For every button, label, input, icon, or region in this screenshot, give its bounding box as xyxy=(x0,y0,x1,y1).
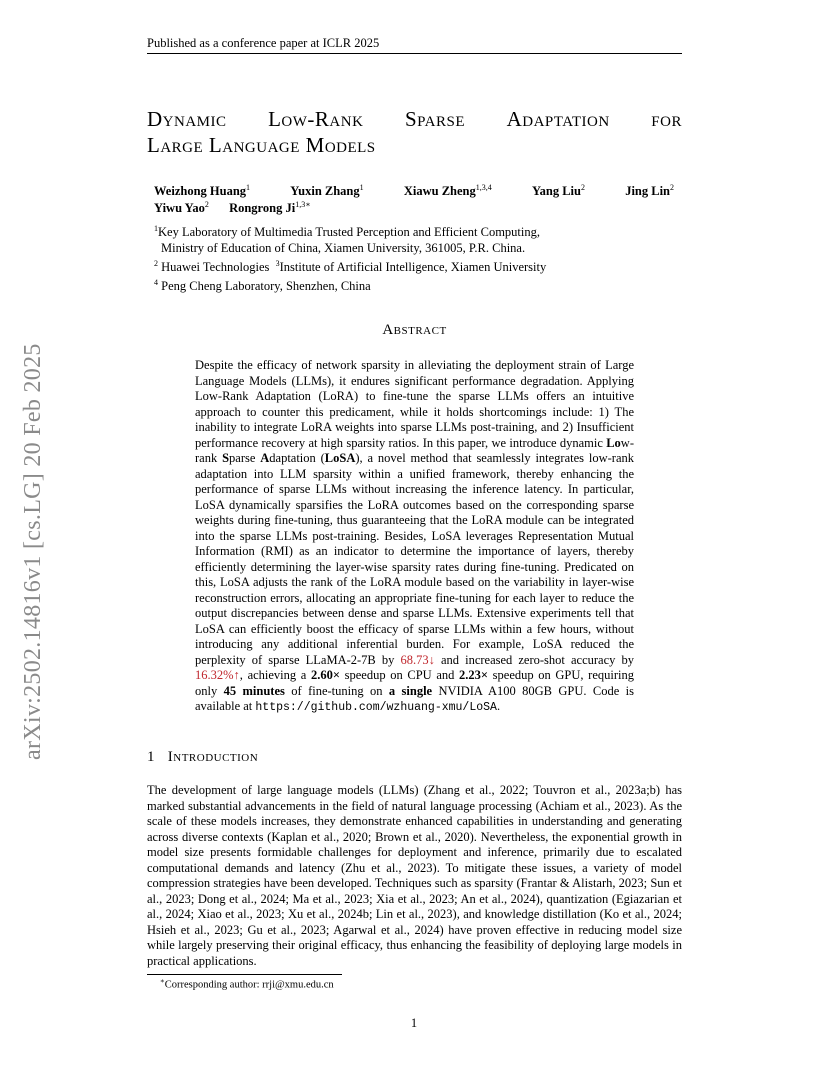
author-line-1 xyxy=(154,183,674,199)
title-word: Dynamic xyxy=(147,107,227,131)
paper-title xyxy=(147,106,682,158)
title-line-2: Large Language Models xyxy=(147,133,376,157)
section-heading: 1 Introduction xyxy=(147,749,259,765)
code-link[interactable]: https://github.com/wzhuang-xmu/LoSA xyxy=(255,701,497,714)
affiliation-2-3: $^2$ Huawei Technologies $^3$Institute of Artificial Intelligence, Xiamen University xyxy=(154,259,547,275)
author-line-2 xyxy=(154,200,311,216)
author: Yuxin Zhang$^1$ xyxy=(290,183,364,199)
arxiv-stamp: arXiv:2502.14816v1 [cs.LG] 20 Feb 2025 xyxy=(20,343,46,760)
author: Jing Lin$^2$ xyxy=(625,183,674,199)
perplexity-reduction: 68.73↓ xyxy=(400,652,435,667)
affiliation-4: $^4$ Peng Cheng Laboratory, Shenzhen, China xyxy=(154,278,371,294)
affiliation-1: $^1$Key Laboratory of Multimedia Trusted Perception and Efficient Computing, xyxy=(154,224,540,240)
footnote: ∗Corresponding author: rrji@xmu.edu.cn xyxy=(160,977,334,991)
author: Xiawu Zheng$^{1,3,4}$ xyxy=(403,183,492,199)
affiliation-1-cont: Ministry of Education of China, Xiamen University, 361005, P.R. China. xyxy=(161,241,526,256)
author: Weizhong Huang$^1$ xyxy=(154,183,251,199)
accuracy-increase: 16.32%↑ xyxy=(195,668,240,682)
author: Yang Liu$^2$ xyxy=(531,183,585,199)
footnote-rule xyxy=(147,974,342,975)
page-number: 1 xyxy=(410,1016,418,1030)
title-word: Sparse xyxy=(405,107,465,131)
introduction-paragraph: The development of large language models (LLMs) (Zhang et al., 2022; Touvron et al., 2023a;b) has marked substantial advancements in the field of natural language processing (Achiam et al., 2023). As the scale of these models increases, they demonstrate enhanced capabilities in understanding and generating across diverse contexts (Kaplan et al., 2020; Brown et al., 2020). Nevertheless, the exponential growth in model size presents formidable challenges for deployment and inference, primarily due to escalated computational demands and latency (Zhu et al., 2023). To mitigate these issues, a variety of model compression strategies have been developed. Techniques such as sparsity (Frantar & Alistarh, 2023; Sun et al., 2023; Dong et al., 2024; Ma et al., 2023; Xia et al., 2023; An et al., 2024), quantization (Egiazarian et al., 2024; Xiao et al., 2023; Xu et al., 2024b; Lin et al., 2023), and knowledge distillation (Ko et al., 2024; Hsieh et al., 2023; Gu et al., 2023; Agarwal et al., 2024) have proven effective in reducing model size while largely preserving their original efficacy, thus enhancing the feasibility of deploying large models in practical applications. xyxy=(147,783,682,968)
abstract-heading: Abstract xyxy=(382,322,447,338)
author: Yiwu Yao$^2$ xyxy=(154,200,209,216)
title-word: Low-Rank xyxy=(268,107,364,131)
title-word: Adaptation xyxy=(506,107,610,131)
affiliations xyxy=(154,221,674,294)
title-line-1 xyxy=(147,106,682,132)
author: Rongrong $Ji^{1,3∗}$ xyxy=(229,200,311,216)
abstract-body: Despite the efficacy of network sparsity in alleviating the deployment strain of Large Language Models (LLMs), it endures significant performance degradation. Applying Low-Rank Adaptation (LoRA) to fine-tune the sparse LLMs offers an intuitive approach to counter this predicament, while it holds shortcomings include: 1) The inability to integrate LoRA weights into sparse LLMs post-training, and 2) Insufficient performance recovery at high sparsity ratios. In this paper, we introduce dynamic Low-rank Sparse Adaptation (LoSA), a novel method that seamlessly integrates low-rank adaptation into LLM sparsity within a unified framework, thereby enhancing the performance of sparse LLMs without increasing the inference latency. In particular, LoSA dynamically sparsifies the LoRA outcomes based on the corresponding sparse weights during fine-tuning, thus guaranteeing that the LoRA module can be integrated into the sparse LLMs post-training. Besides, LoSA leverages Representation Mutual Information (RMI) as an indicator to determine the importance of layers, thereby efficiently determining the layer-wise sparsity rates during fine-tuning. Predicated on this, LoSA adjusts the rank of the LoRA module based on the variability in layer-wise reconstruction errors, allocating an appropriate fine-tuning for each layer to reduce the output discrepancies between dense and sparse LLMs. Extensive experiments tell that LoSA can efficiently boost the efficacy of sparse LLMs within a few hours, without introducing any additional inferential burden. For example, LoSA reduced the perplexity of sparse LLaMA-2-7B by 68.73↓ and increased zero-shot accuracy by 16.32%↑, achieving a 2.60× speedup on CPU and 2.23× speedup on GPU, requiring only 45 minutes of fine-tuning on a single NVIDIA A100 80GB GPU. Code is available at https://github.com/wzhuang-xmu/LoSA. xyxy=(195,358,635,714)
title-word: for xyxy=(651,107,682,131)
running-header: Published as a conference paper at ICLR 2025 xyxy=(147,36,380,50)
header-rule xyxy=(147,53,682,54)
